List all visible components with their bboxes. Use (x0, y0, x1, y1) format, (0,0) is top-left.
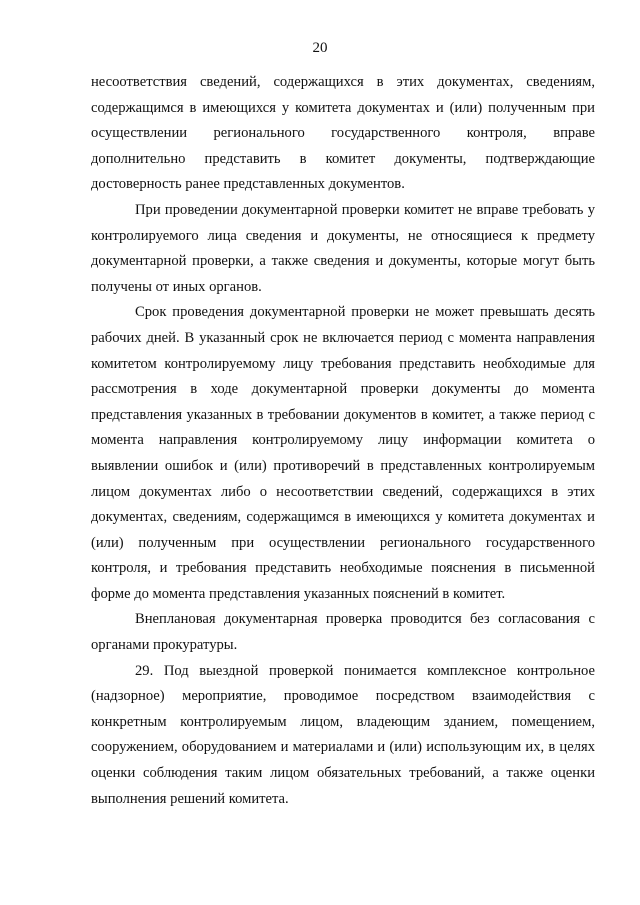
paragraph-continuation: несоответствия сведений, содержащихся в этих документах, сведениям, содержащимся в имеющихся у комитета документах и (или) полученным при осуществлении регионального государственного контроля, вправе дополнительно представить в комитет документы, подтверждающие достоверность ранее представленных документов. (91, 74, 595, 193)
paragraph-documentary-check-term: Срок проведения документарной проверки не может превышать десять рабочих дней. В указанный срок не включается период с момента направления комитетом контролируемому лицу требования представить необходимые для рассмотрения в ходе документарной проверки документы до момента представления указанных в требовании документов в комитет, а также период с момента направления контролируемому лицу информации комитета о выявлении ошибок и (или) противоречий в представленных контролируемым лицом документах либо о несоответствии сведений, содержащихся в этих документах, сведениям, содержащимся в имеющихся у комитета документах и (или) полученным при осуществлении регионального государственного контроля, и требования представить необходимые пояснения в письменной форме до момента представления указанных пояснений в комитет. (91, 304, 595, 602)
document-body (91, 70, 595, 812)
page-number: 20 (312, 40, 328, 56)
paragraph-item-29-field-check: 29. Под выездной проверкой понимается комплексное контрольное (надзорное) мероприятие, проводимое посредством взаимодействия с конкретным контролируемым лицом, владеющим зданием, помещением, сооружением, оборудованием и материалами и (или) использующим их, в целях оценки соблюдения таким лицом обязательных требований, а также оценки выполнения решений комитета. (91, 662, 595, 807)
paragraph-unscheduled-check: Внеплановая документарная проверка проводится без согласования с органами прокуратуры. (91, 611, 595, 654)
paragraph-documentary-check-restrictions: При проведении документарной проверки комитет не вправе требовать у контролируемого лица сведения и документы, не относящиеся к предмету документарной проверки, а также сведения и документы, которые могут быть получены от иных органов. (91, 201, 595, 295)
